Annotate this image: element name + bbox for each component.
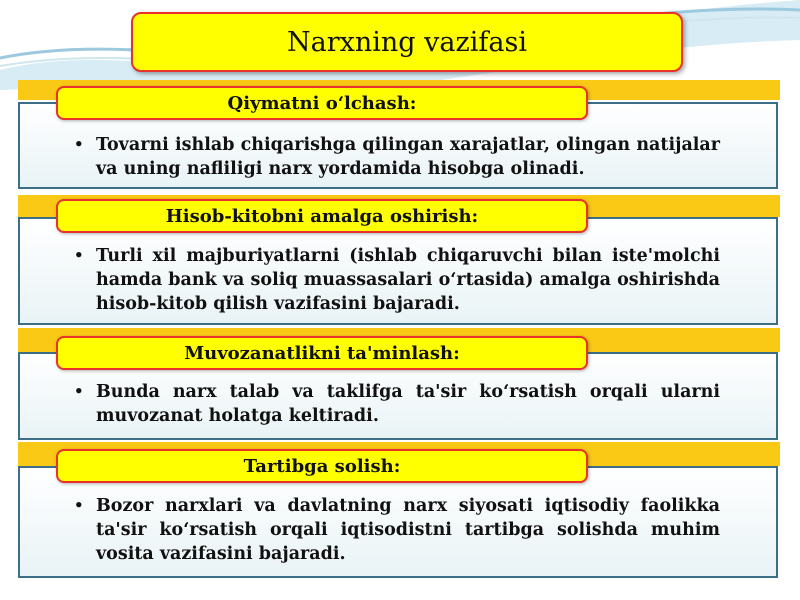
bullet-item (74, 380, 720, 428)
slide-title: Narxning vazifasi (131, 12, 683, 72)
bullet-item (74, 494, 720, 566)
section-heading: Hisob-kitobni amalga oshirish: (56, 199, 588, 233)
bullet-icon: • (74, 246, 84, 264)
bullet-icon: • (74, 135, 84, 153)
bullet-text: Bozor narxlari va davlatning narx siyosati iqtisodiy faolikka ta'sir ko‘rsatish orqali iqtisodistni tartibga solishda muhim vosita vazifasini bajaradi. (96, 496, 720, 564)
bullet-item (74, 133, 720, 181)
bullet-text: Tovarni ishlab chiqarishga qilingan xarajatlar, olingan natijalar va uning nafliligi narx yordamida hisobga olinadi. (96, 135, 720, 179)
section-heading: Muvozanatlikni ta'minlash: (56, 336, 588, 370)
section-heading: Tartibga solish: (56, 449, 588, 483)
bullet-text: Bunda narx talab va taklifga ta'sir ko‘rsatish orqali ularni muvozanat holatga keltiradi. (96, 382, 720, 426)
bullet-icon: • (74, 496, 84, 514)
bullet-item (74, 244, 720, 316)
bullet-icon: • (74, 382, 84, 400)
bullet-text: Turli xil majburiyatlarni (ishlab chiqaruvchi bilan iste'molchi hamda bank va soliq muassasalari o‘rtasida) amalga oshirishda hisob-kitob qilish vazifasini bajaradi. (96, 246, 720, 314)
section-heading: Qiymatni o‘lchash: (56, 86, 588, 120)
